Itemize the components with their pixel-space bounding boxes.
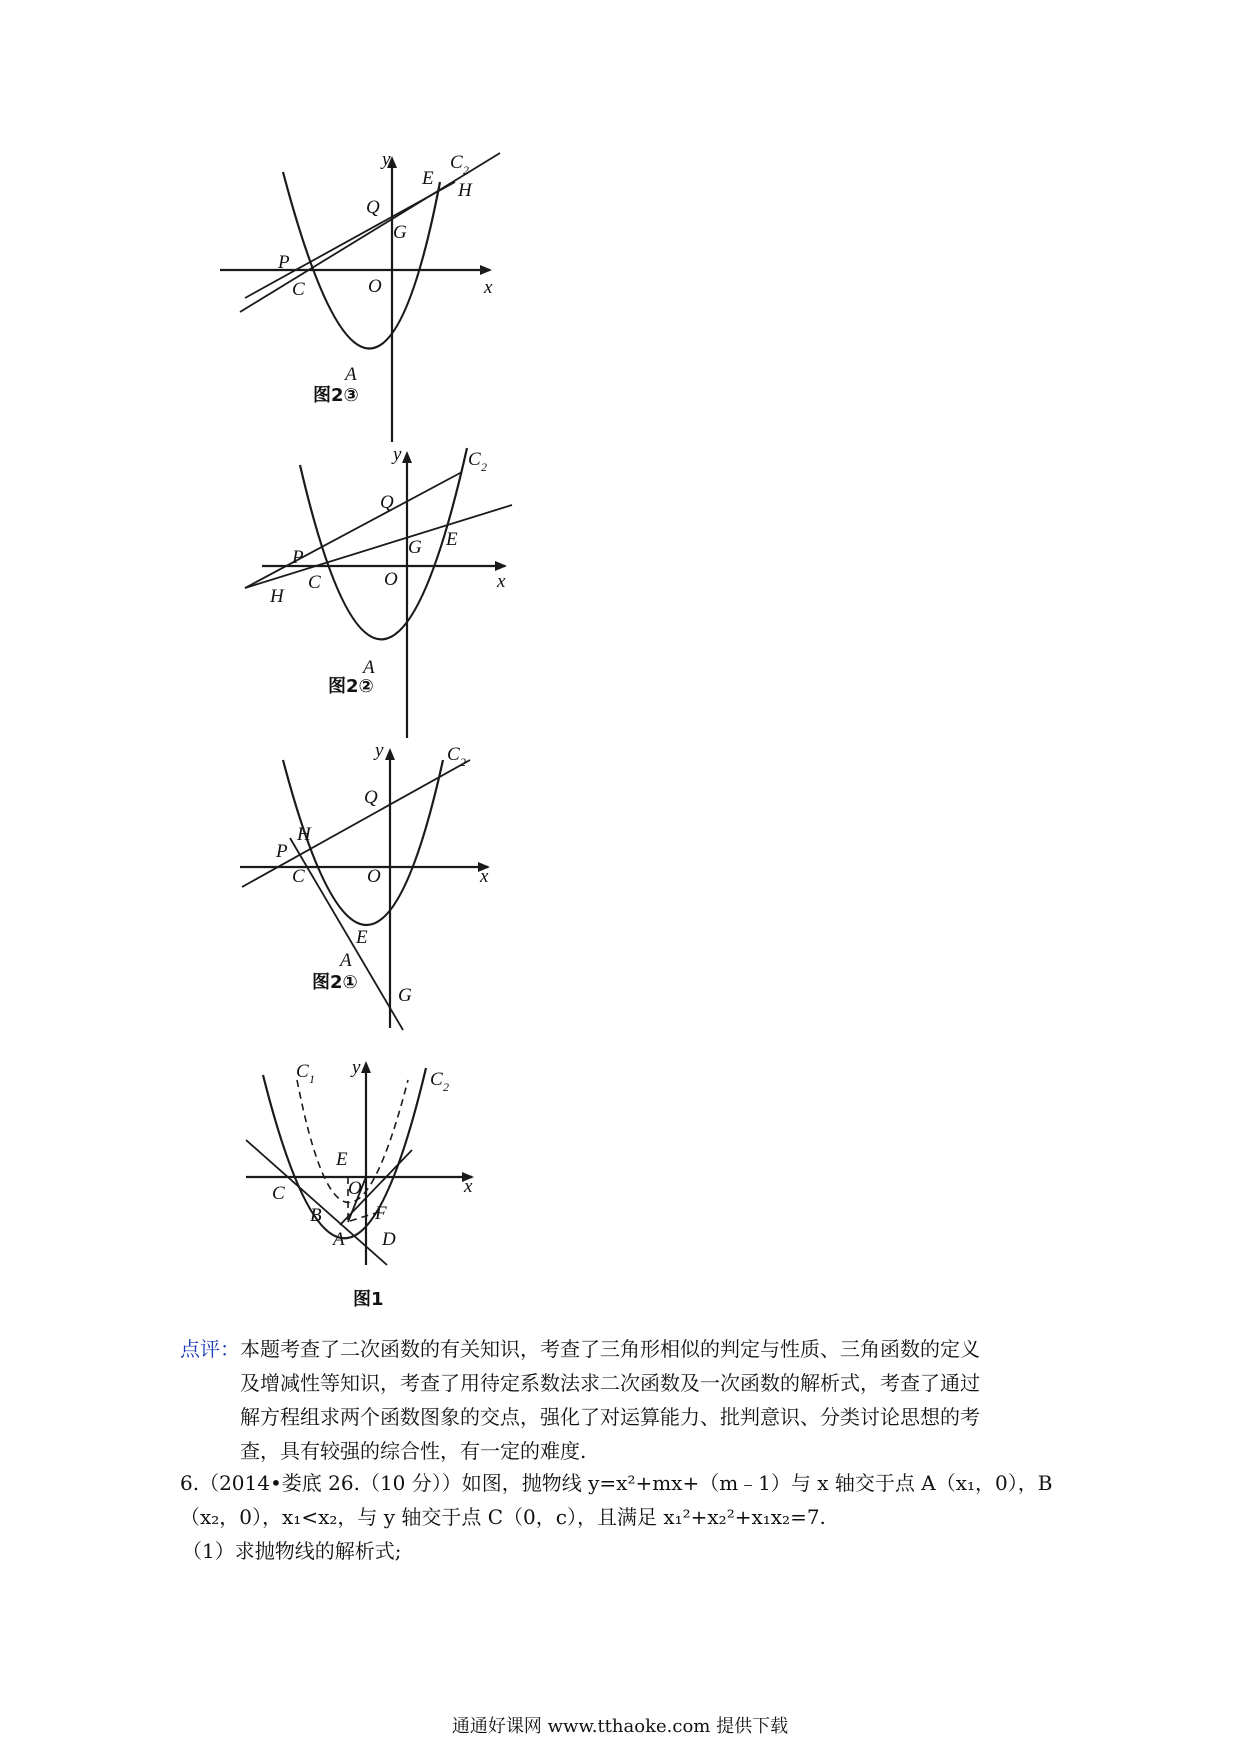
label-e: E	[336, 1149, 348, 1170]
label-c: C	[272, 1183, 285, 1204]
label-c2-sub: 2	[443, 1080, 449, 1094]
label-e: E	[356, 927, 368, 948]
label-e: E	[446, 529, 458, 550]
label-h: H	[297, 824, 311, 845]
label-x: x	[484, 277, 493, 298]
label-c2-sub: 2	[463, 163, 469, 177]
label-y: y	[375, 740, 384, 761]
label-x: x	[497, 571, 506, 592]
comment-lead: 点评：	[180, 1337, 240, 1361]
label-q: Q	[364, 787, 378, 808]
parabola-c2	[283, 172, 440, 349]
comment-line-1	[180, 1332, 1070, 1366]
y-axis-arrow	[361, 1061, 371, 1073]
y-axis-arrow	[385, 748, 395, 760]
label-y: y	[382, 149, 391, 170]
label-c2-sub: 2	[481, 460, 487, 474]
figure-caption: 图2③	[313, 385, 359, 406]
problem-6	[180, 1466, 1080, 1568]
label-g: G	[393, 222, 407, 243]
label-a: A	[340, 950, 352, 971]
label-c: C	[292, 866, 305, 887]
label-a: A	[363, 657, 375, 678]
problem-line-1: 6.（2014•娄底 26.（10 分））如图，抛物线 y=x²+mx+（m﹣1）与 x 轴交于点 A（x₁，0），B	[180, 1471, 1053, 1495]
label-q: Q	[366, 197, 380, 218]
label-c2: C	[447, 744, 460, 765]
label-b: B	[310, 1205, 322, 1226]
comment-block	[180, 1332, 1070, 1468]
figure-caption: 图2①	[312, 972, 358, 993]
label-g: G	[408, 537, 422, 558]
comment-line-3: 解方程组求两个函数图象的交点，强化了对运算能力、批判意识、分类讨论思想的考	[240, 1405, 980, 1429]
label-c2: C	[430, 1069, 443, 1090]
figure-2-3	[210, 140, 510, 445]
figure-2-2	[230, 440, 520, 740]
label-c2: C	[450, 152, 463, 173]
x-axis-arrow	[495, 561, 507, 571]
label-f: F	[375, 1203, 387, 1224]
label-h: H	[270, 586, 284, 607]
x-axis-arrow	[480, 265, 492, 275]
label-y: y	[352, 1057, 361, 1078]
label-x: x	[464, 1176, 473, 1197]
label-c2-sub: 2	[460, 755, 466, 769]
label-e: E	[422, 168, 434, 189]
y-axis-arrow	[402, 451, 412, 463]
comment-text-1: 本题考查了二次函数的有关知识，考查了三角形相似的判定与性质、三角函数的定义	[240, 1337, 980, 1361]
label-o: O	[367, 866, 381, 887]
label-p: P	[276, 841, 288, 862]
label-p: P	[278, 252, 290, 273]
label-g: G	[398, 985, 412, 1006]
line-cg	[245, 182, 455, 298]
question-1: （1）求抛物线的解析式;	[182, 1539, 402, 1563]
label-d: D	[382, 1229, 396, 1250]
label-y: y	[393, 444, 402, 465]
label-c: C	[308, 572, 321, 593]
label-c1-sub: 1	[309, 1072, 315, 1086]
figure-2-1	[215, 735, 505, 1035]
label-a: A	[333, 1229, 345, 1250]
figure-caption: 图1	[353, 1289, 384, 1310]
figure-1	[240, 1048, 485, 1313]
figure-caption: 图2②	[328, 676, 374, 697]
label-o: O	[384, 569, 398, 590]
problem-line-2: （x₂，0），x₁<x₂，与 y 轴交于点 C（0，c），且满足 x₁²+x₂²+x₁x₂=7.	[180, 1505, 826, 1529]
label-q: Q	[380, 492, 394, 513]
label-o: O	[348, 1178, 362, 1199]
label-o: O	[368, 276, 382, 297]
label-h: H	[458, 180, 472, 201]
label-c2: C	[468, 449, 481, 470]
label-a: A	[345, 364, 357, 385]
label-x: x	[480, 866, 489, 887]
page-footer: 通通好课网 www.tthaoke.com 提供下载	[451, 1716, 789, 1737]
comment-line-4: 查，具有较强的综合性，有一定的难度.	[240, 1439, 587, 1463]
comment-line-2: 及增减性等知识，考查了用待定系数法求二次函数及一次函数的解析式，考查了通过	[240, 1371, 980, 1395]
label-c: C	[292, 279, 305, 300]
label-c1: C	[296, 1061, 309, 1082]
label-p: P	[292, 547, 304, 568]
parabola-c2	[300, 448, 467, 639]
